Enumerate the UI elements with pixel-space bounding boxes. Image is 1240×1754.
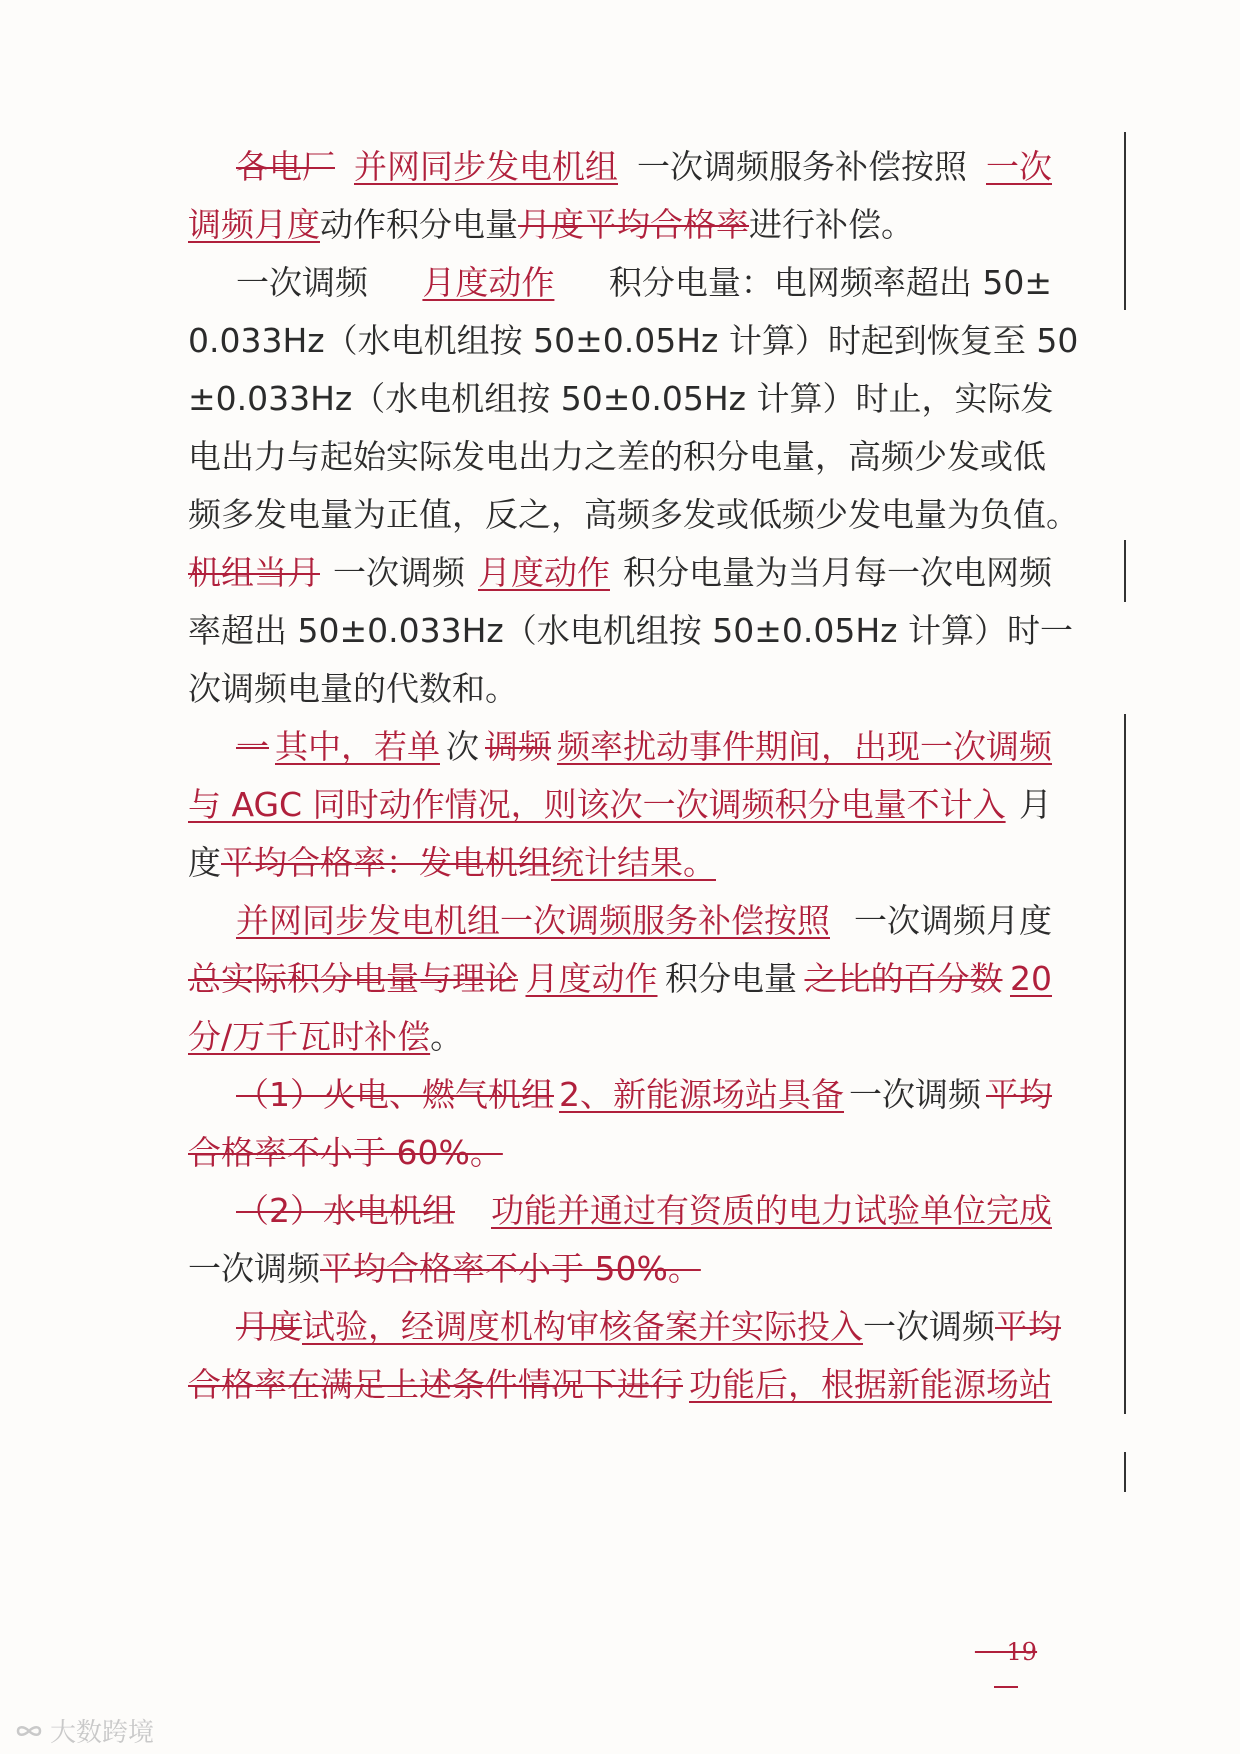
body-text: 一次调频月度 <box>854 901 1052 940</box>
text-line <box>236 261 1052 305</box>
text-line <box>236 1305 1061 1349</box>
body-text: 积分电量 <box>665 959 797 998</box>
deleted-text: 机组当月 <box>188 553 320 592</box>
deleted-text: 一 <box>236 727 269 766</box>
body-text: 度 <box>188 843 221 882</box>
text-line <box>188 609 1073 653</box>
text-line <box>188 203 1052 247</box>
body-text: ±0.033Hz（水电机组按 50±0.05Hz 计算）时止，实际发 <box>188 379 1054 418</box>
body-text: 一次调频 <box>188 1249 320 1288</box>
deleted-text: 平均 <box>986 1075 1052 1114</box>
body-text: 0.033Hz（水电机组按 50±0.05Hz 计算）时起到恢复至 50 <box>188 321 1079 360</box>
text-line <box>188 957 1052 1001</box>
infinity-logo-icon <box>14 1718 44 1744</box>
text-line <box>188 551 1052 595</box>
inserted-text: 2、新能源场站具备 <box>559 1075 844 1114</box>
text-line <box>188 1247 1052 1291</box>
text-line <box>236 145 1052 189</box>
text-line <box>188 667 1052 711</box>
inserted-text: 功能后，根据新能源场站 <box>689 1365 1052 1404</box>
body-text: 一次调频 <box>849 1075 981 1114</box>
body-text: 频多发电量为正值，反之，高频多发或低频少发电量为负值。 <box>188 495 1079 534</box>
body-text: 积分电量为当月每一次电网频 <box>623 553 1052 592</box>
text-line <box>236 899 1052 943</box>
inserted-text: 功能并通过有资质的电力试验单位完成 <box>491 1191 1052 1230</box>
revision-change-bar <box>1124 1452 1126 1492</box>
inserted-text: 其中，若单 <box>275 727 440 766</box>
deleted-text: （1）火电、燃气机组 <box>236 1075 554 1114</box>
deleted-text: 总实际积分电量与理论 <box>188 959 518 998</box>
inserted-text: 并网同步发电机组 <box>354 147 618 186</box>
deleted-text: （2）水电机组 <box>236 1191 455 1230</box>
body-text: 积分电量：电网频率超出 50± <box>608 263 1052 302</box>
text-line <box>236 725 1052 769</box>
inserted-text: 与 AGC 同时动作情况，则该次一次调频积分电量不计入 <box>188 785 1006 824</box>
body-text: 月 <box>1019 785 1052 824</box>
revision-change-bar <box>1124 714 1126 1414</box>
body-text: 电出力与起始实际发电出力之差的积分电量，高频少发或低 <box>188 437 1046 476</box>
body-text: 次调频电量的代数和。 <box>188 669 518 708</box>
deleted-text: 平均合格率不小于 50%。 <box>320 1249 701 1288</box>
inserted-text: 试验，经调度机构审核备案并实际投入 <box>302 1307 863 1346</box>
body-text: 率超出 50±0.033Hz（水电机组按 50±0.05Hz 计算）时一 <box>188 611 1073 650</box>
body-text: 一次调频 <box>863 1307 995 1346</box>
deleted-text: 平均 <box>995 1307 1061 1346</box>
page-number: － 19 － <box>974 1638 1038 1701</box>
watermark <box>14 1712 154 1749</box>
text-line <box>188 435 1052 479</box>
text-line <box>188 319 1079 363</box>
body-text: 一次调频 <box>236 263 368 302</box>
revision-change-bar <box>1124 540 1126 602</box>
text-line <box>188 783 1052 827</box>
body-text: 次 <box>446 727 479 766</box>
watermark-text: 大数跨境 <box>50 1718 155 1748</box>
deleted-text: 月度平均合格率 <box>518 205 749 244</box>
text-line <box>236 1189 1052 1233</box>
deleted-text: 月度 <box>236 1307 302 1346</box>
inserted-text: 分/万千瓦时补偿 <box>188 1017 431 1056</box>
revision-change-bar <box>1124 132 1126 310</box>
inserted-text: 统计结果。 <box>551 843 716 882</box>
inserted-text: 月度动作 <box>525 959 658 998</box>
inserted-text: 20 <box>1010 959 1052 998</box>
text-line <box>188 841 1052 885</box>
deleted-text: 之比的百分数 <box>804 959 1003 998</box>
inserted-text: 频率扰动事件期间，出现一次调频 <box>557 727 1052 766</box>
body-text: 动作积分电量 <box>320 205 518 244</box>
text-line <box>188 493 1079 537</box>
inserted-text: 月度动作 <box>422 263 555 302</box>
body-text: 。 <box>430 1017 464 1056</box>
body-text: 一次调频 <box>333 553 465 592</box>
text-line <box>188 1131 1052 1175</box>
deleted-text: 平均合格率：发电机组 <box>221 843 551 882</box>
inserted-text: 月度动作 <box>478 553 610 592</box>
text-line <box>188 1015 1052 1059</box>
text-line <box>188 1363 1052 1407</box>
inserted-text: 调频月度 <box>188 205 320 244</box>
deleted-text: 合格率不小于 60%。 <box>188 1133 503 1172</box>
body-text: 一次调频服务补偿按照 <box>637 147 967 186</box>
body-text: 进行补偿。 <box>749 205 914 244</box>
deleted-text: 合格率在满足上述条件情况下进行 <box>188 1365 683 1404</box>
text-line <box>236 1073 1052 1117</box>
inserted-text: 并网同步发电机组一次调频服务补偿按照 <box>236 901 830 940</box>
inserted-text: 一次 <box>986 147 1052 186</box>
text-line <box>188 377 1052 421</box>
deleted-text: 调频 <box>485 727 551 766</box>
deleted-text: 各电厂 <box>236 147 335 186</box>
